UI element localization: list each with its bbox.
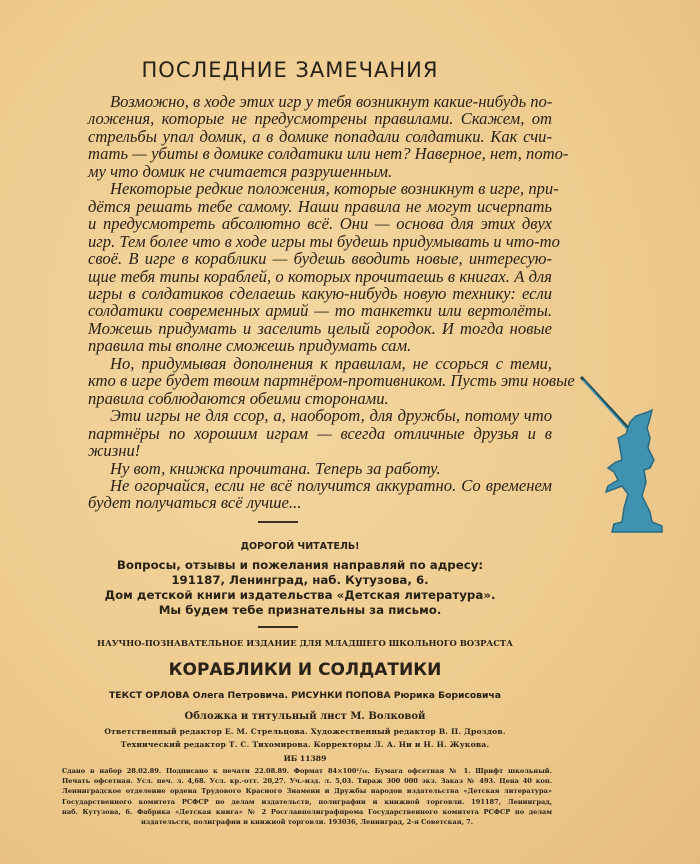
text-line: стрельбы упал домик, а в домике попадали солдатики. Как счи- <box>88 126 552 146</box>
text-line: кто в игре будет твоим партнёром-противником. Пусть эти новые <box>88 371 575 391</box>
text-line: ложения, которые не предусмотрены правилами. Скажем, от <box>88 109 552 129</box>
authors-line: ТЕКСТ ОРЛОВА Олега Петровича. РИСУНКИ ПОПОВА Рюрика Борисовича <box>109 690 501 701</box>
details-line: Ленинградское отделение ордена Трудового Красного Знамени и Дружбы народов издательства «Детская литература» <box>62 787 552 796</box>
category-line: НАУЧНО-ПОЗНАВАТЕЛЬНОЕ ИЗДАНИЕ ДЛЯ МЛАДШЕГО ШКОЛЬНОГО ВОЗРАСТА <box>97 638 513 648</box>
details-line: Государственного комитета РСФСР по делам издательств, полиграфии и книжной торговли. 191187, Ленинград, <box>62 797 552 806</box>
text-line: жизни! <box>88 441 141 461</box>
text-line: будет получаться всё лучше... <box>88 493 302 513</box>
text-line: Эти игры не для ссор, а, наоборот, для дружбы, потому что <box>110 406 552 426</box>
details-line: издательств, полиграфии и книжной торговли. 193036, Ленинград, 2-я Советская, 7. <box>140 818 474 827</box>
text-line: и предусмотреть абсолютно всё. Они — основа для этих двух <box>88 214 552 234</box>
page-title: ПОСЛЕДНИЕ ЗАМЕЧАНИЯ <box>141 58 439 82</box>
reader-line: Дом детской книги издательства «Детская литература». <box>104 588 496 602</box>
text-line: правила ты вполне сможешь придумать сам. <box>88 336 412 356</box>
divider <box>258 521 298 523</box>
text-line: Но, придумывая дополнения к правилам, не ссорься с теми, <box>110 353 552 373</box>
text-line: своё. В игре в кораблики — будешь вводить новые, интересую- <box>88 249 552 269</box>
toy-soldier-illustration <box>572 372 682 542</box>
details-line: наб. Кутузова, 6. Фабрика «Детская книга» № 2 Росглавполиграфпрома Государственного комитета РСФСР по делам <box>62 807 552 816</box>
text-line: щие тебя типы кораблей, о которых прочитаешь в книгах. А для <box>88 266 552 286</box>
text-line: Возможно, в ходе этих игр у тебя возникнут какие-нибудь по- <box>110 92 553 111</box>
editors-line: Технический редактор Т. С. Тихомирова. Корректоры Л. А. Ни и Н. Н. Жукова. <box>120 740 490 749</box>
reader-line: 191187, Ленинград, наб. Кутузова, 6. <box>171 573 429 587</box>
publication-details <box>62 766 552 827</box>
details-line: Печать офсетная. Усл. печ. л. 4,68. Усл. кр.-отт. 20,27. Уч.-изд. л. 5,03. Тираж 300 000 экз. Заказ № 493. Цена 40 коп. <box>62 777 552 786</box>
text-line: Можешь придумать и заселить целый городок. И тогда новые <box>88 318 552 338</box>
reader-heading: ДОРОГОЙ ЧИТАТЕЛЬ! <box>240 541 360 552</box>
text-line: Не огорчайся, если не всё получится аккуратно. Со временем <box>110 475 552 495</box>
text-line: партнёры по хорошим играм — всегда отличные друзья и в <box>88 423 552 443</box>
text-line: Некоторые редкие положения, которые возникнут в игре, при- <box>110 179 559 199</box>
text-line: игры в солдатиков сделаешь какую-нибудь новую технику: если <box>88 283 552 303</box>
editors-line: Ответственный редактор Е. М. Стрельцова. Художественный редактор В. П. Дроздов. <box>104 727 506 736</box>
divider <box>258 626 298 628</box>
text-line: солдатики современных армий — то танкетки или вертолёты. <box>88 301 552 321</box>
text-line: Ну вот, книжка прочитана. Теперь за работу. <box>110 458 441 478</box>
text-line: тать — убиты в домике солдатики или нет? Наверное, нет, пото- <box>88 144 569 164</box>
text-line: правила соблюдаются обеими сторонами. <box>88 388 389 408</box>
text-line: дётся решать тебе самому. Наши правила не могут исчерпать <box>88 196 552 216</box>
ib-number: ИБ 11389 <box>283 754 327 763</box>
text-line: игр. Тем более что в ходе игры ты будешь придумывать и что-то <box>88 231 560 251</box>
details-line: Сдано в набор 28.02.89. Подписано к печати 22.08.89. Формат 84×100¹/₁₆. Бумага офсетная № 1. Шрифт школьный. <box>62 767 552 775</box>
reader-notice <box>100 541 500 618</box>
reader-line: Вопросы, отзывы и пожелания направляй по адресу: <box>116 558 484 572</box>
book-title: КОРАБЛИКИ И СОЛДАТИКИ <box>168 660 442 680</box>
reader-line: Мы будем тебе признательны за письмо. <box>158 603 442 617</box>
text-line: му что домик не считается разрушенным. <box>88 161 393 181</box>
main-text <box>88 92 575 513</box>
cover-credit: Обложка и титульный лист М. Волковой <box>184 711 426 722</box>
